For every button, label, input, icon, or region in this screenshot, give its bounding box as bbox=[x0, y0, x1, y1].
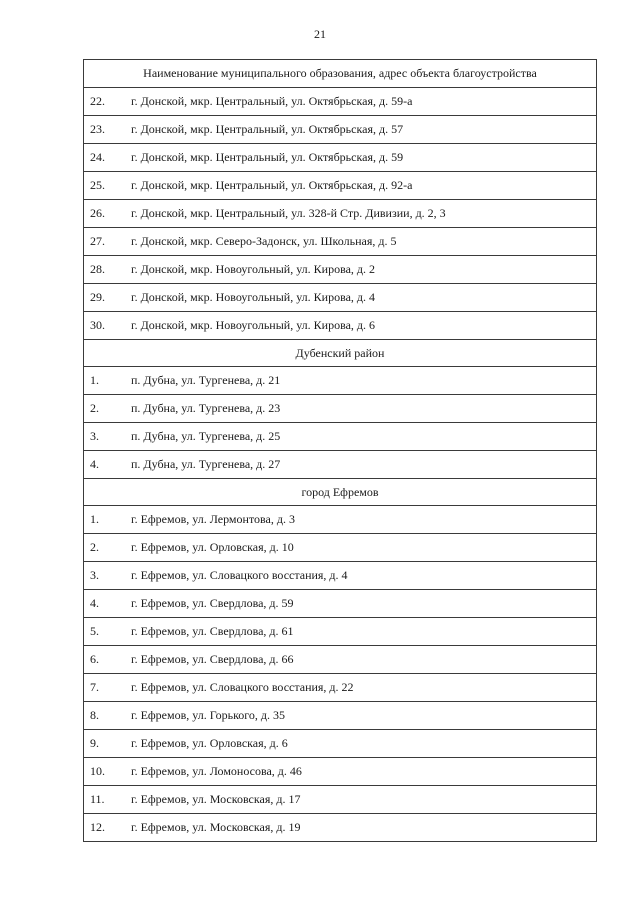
row-number: 8. bbox=[90, 708, 99, 722]
row-number: 30. bbox=[90, 318, 105, 332]
row-address: г. Донской, мкр. Новоугольный, ул. Кирова, д. 4 bbox=[131, 290, 376, 304]
row-address: г. Ефремов, ул. Орловская, д. 10 bbox=[131, 540, 294, 554]
row-number: 1. bbox=[90, 373, 99, 387]
row-number: 24. bbox=[90, 150, 105, 164]
row-number: 10. bbox=[90, 764, 105, 778]
table-row bbox=[84, 590, 596, 618]
table-row bbox=[84, 646, 596, 674]
row-number: 3. bbox=[90, 568, 99, 582]
row-address: г. Донской, мкр. Центральный, ул. 328-й Стр. Дивизии, д. 2, 3 bbox=[131, 206, 446, 220]
table-header: Наименование муниципального образования, адрес объекта благоустройства bbox=[84, 60, 596, 88]
row-number: 5. bbox=[90, 624, 99, 638]
objects-table bbox=[83, 59, 597, 842]
row-number: 1. bbox=[90, 512, 99, 526]
table-row bbox=[84, 562, 596, 590]
section-title: Дубенский район bbox=[84, 340, 596, 367]
table-row bbox=[84, 256, 596, 284]
row-address: г. Донской, мкр. Центральный, ул. Октябрьская, д. 59 bbox=[131, 150, 404, 164]
table-row bbox=[84, 758, 596, 786]
row-address: г. Ефремов, ул. Свердлова, д. 66 bbox=[131, 652, 294, 666]
row-number: 9. bbox=[90, 736, 99, 750]
row-number: 27. bbox=[90, 234, 105, 248]
table-row bbox=[84, 88, 596, 116]
row-address: п. Дубна, ул. Тургенева, д. 23 bbox=[131, 401, 281, 415]
table-row bbox=[84, 395, 596, 423]
table-row bbox=[84, 116, 596, 144]
table-row bbox=[84, 534, 596, 562]
row-number: 4. bbox=[90, 457, 99, 471]
table-row bbox=[84, 730, 596, 758]
row-number: 4. bbox=[90, 596, 99, 610]
table-row bbox=[84, 618, 596, 646]
table-row bbox=[84, 506, 596, 534]
row-number: 23. bbox=[90, 122, 105, 136]
row-address: г. Ефремов, ул. Свердлова, д. 61 bbox=[131, 624, 294, 638]
row-number: 2. bbox=[90, 401, 99, 415]
row-address: г. Донской, мкр. Новоугольный, ул. Кирова, д. 2 bbox=[131, 262, 376, 276]
table-row bbox=[84, 786, 596, 814]
table-row bbox=[84, 172, 596, 200]
row-address: г. Ефремов, ул. Московская, д. 17 bbox=[131, 792, 301, 806]
row-number: 7. bbox=[90, 680, 99, 694]
table-row bbox=[84, 228, 596, 256]
table-row bbox=[84, 367, 596, 395]
row-number: 29. bbox=[90, 290, 105, 304]
table-row bbox=[84, 200, 596, 228]
row-address: г. Ефремов, ул. Московская, д. 19 bbox=[131, 820, 301, 834]
table-row bbox=[84, 814, 596, 842]
table-row bbox=[84, 702, 596, 730]
row-address: г. Ефремов, ул. Орловская, д. 6 bbox=[131, 736, 288, 750]
row-address: г. Ефремов, ул. Словацкого восстания, д. 4 bbox=[131, 568, 348, 582]
row-address: п. Дубна, ул. Тургенева, д. 25 bbox=[131, 429, 281, 443]
row-number: 11. bbox=[90, 792, 105, 806]
row-address: г. Донской, мкр. Центральный, ул. Октябрьская, д. 92-а bbox=[131, 178, 413, 192]
row-number: 28. bbox=[90, 262, 105, 276]
row-address: г. Ефремов, ул. Ломоносова, д. 46 bbox=[131, 764, 302, 778]
row-number: 3. bbox=[90, 429, 99, 443]
row-address: г. Донской, мкр. Центральный, ул. Октябрьская, д. 57 bbox=[131, 122, 404, 136]
table-row bbox=[84, 284, 596, 312]
row-address: г. Донской, мкр. Новоугольный, ул. Кирова, д. 6 bbox=[131, 318, 376, 332]
row-address: п. Дубна, ул. Тургенева, д. 21 bbox=[131, 373, 281, 387]
row-address: г. Ефремов, ул. Горького, д. 35 bbox=[131, 708, 286, 722]
group-efremov bbox=[84, 479, 596, 842]
row-address: г. Ефремов, ул. Свердлова, д. 59 bbox=[131, 596, 294, 610]
table-row bbox=[84, 144, 596, 172]
row-number: 26. bbox=[90, 206, 105, 220]
table-row bbox=[84, 423, 596, 451]
row-number: 22. bbox=[90, 94, 105, 108]
group-donskoy bbox=[84, 88, 596, 340]
row-number: 25. bbox=[90, 178, 105, 192]
row-address: г. Ефремов, ул. Лермонтова, д. 3 bbox=[131, 512, 295, 526]
row-number: 12. bbox=[90, 820, 105, 834]
page-number: 21 bbox=[314, 27, 326, 41]
row-number: 6. bbox=[90, 652, 99, 666]
group-dubensky bbox=[84, 340, 596, 479]
row-number: 2. bbox=[90, 540, 99, 554]
table-row bbox=[84, 451, 596, 479]
section-title: город Ефремов bbox=[84, 479, 596, 506]
table-row bbox=[84, 312, 596, 340]
row-address: п. Дубна, ул. Тургенева, д. 27 bbox=[131, 457, 281, 471]
row-address: г. Ефремов, ул. Словацкого восстания, д. 22 bbox=[131, 680, 354, 694]
row-address: г. Донской, мкр. Центральный, ул. Октябрьская, д. 59-а bbox=[131, 94, 413, 108]
row-address: г. Донской, мкр. Северо-Задонск, ул. Школьная, д. 5 bbox=[131, 234, 397, 248]
table-row bbox=[84, 674, 596, 702]
